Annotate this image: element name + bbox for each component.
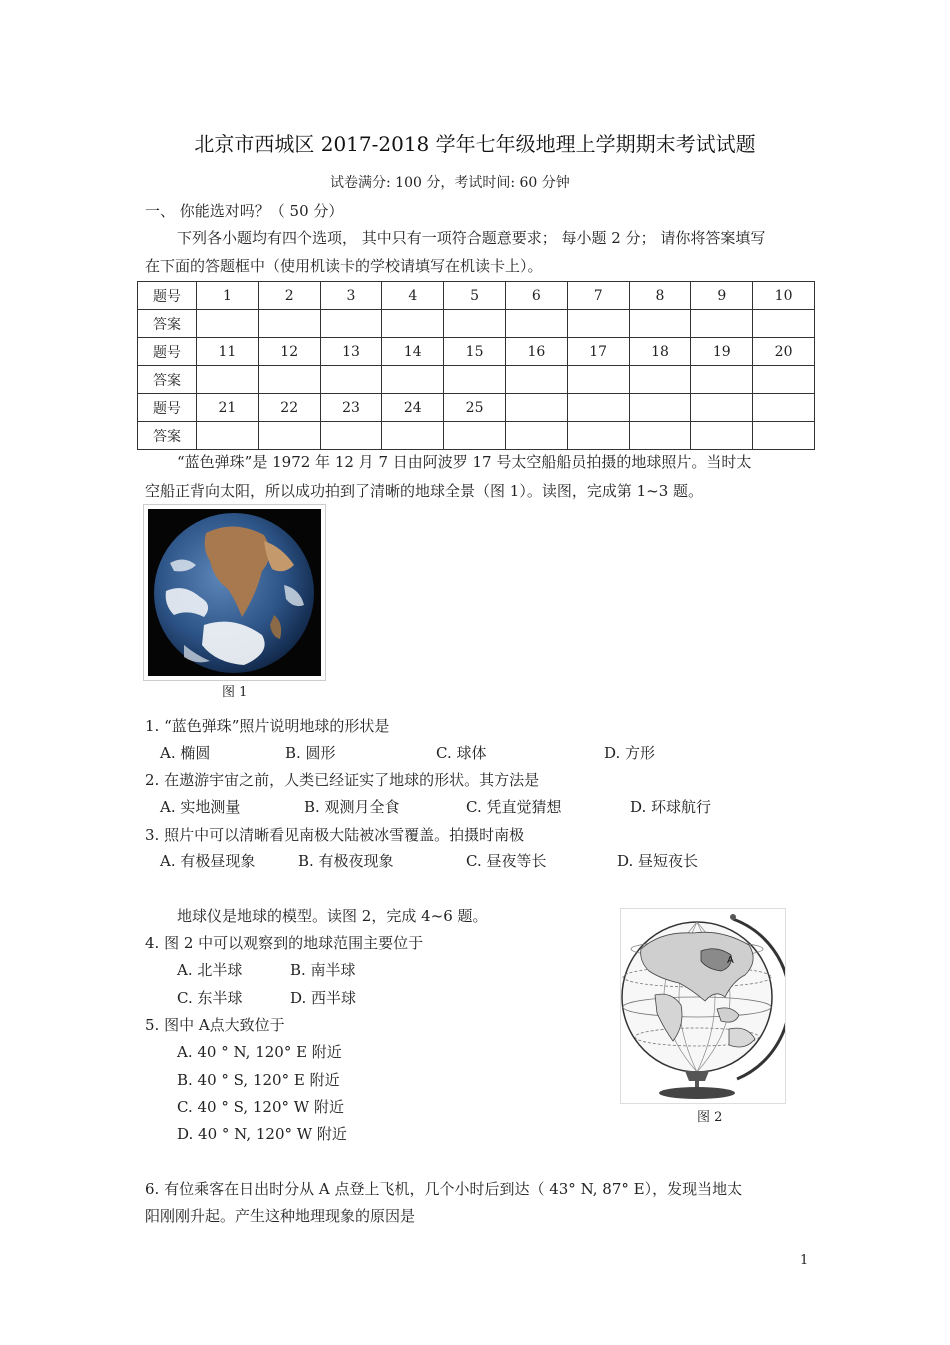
answer-cell[interactable] [629,366,691,394]
answer-cell[interactable] [320,310,382,338]
answer-cell[interactable] [382,310,444,338]
question-number: 15 [444,338,506,366]
passage-1-line-2: 空船正背向太阳，所以成功拍到了清晰的地球全景（图 1）。读图，完成第 1~3 题。 [145,482,704,500]
earth-photo-image [144,505,325,680]
answer-label: 答案 [138,366,197,394]
question-2-option-a: A. 实地测量 [160,798,241,816]
question-3-stem: 3. 照片中可以清晰看见南极大陆被冰雪覆盖。拍摄时南极 [145,826,525,844]
answer-cell[interactable] [567,310,629,338]
answer-cell[interactable] [691,422,753,450]
passage-1-line-1: “蓝色弹珠”是 1972 年 12 月 7 日由阿波罗 17 号太空船船员拍摄的地球照片。当时太 [177,453,752,471]
globe-point-a-label: A [727,955,734,966]
question-number: 20 [753,338,815,366]
question-number: 6 [505,282,567,310]
question-number: 17 [567,338,629,366]
table-row [138,394,815,422]
table-row [138,366,815,394]
figure-1-frame [143,504,326,681]
question-number: 22 [258,394,320,422]
answer-cell[interactable] [197,366,259,394]
question-number: 21 [197,394,259,422]
answer-cell[interactable] [320,366,382,394]
figure-1-caption: 图 1 [222,685,248,700]
question-number: 10 [753,282,815,310]
question-4-option-a: A. 北半球 [177,961,243,979]
question-number: 19 [691,338,753,366]
question-number [505,394,567,422]
question-number [753,394,815,422]
answer-cell[interactable] [629,310,691,338]
exam-info: 试卷满分: 100 分，考试时间: 60 分钟 [330,175,570,191]
answer-label: 答案 [138,422,197,450]
question-number: 13 [320,338,382,366]
answer-cell[interactable] [197,422,259,450]
answer-cell[interactable] [505,366,567,394]
question-6-line-2: 阳刚刚升起。产生这种地理现象的原因是 [145,1207,416,1225]
answer-label: 答案 [138,310,197,338]
section-intro-line-2: 在下面的答题框中（使用机读卡的学校请填写在机读卡上）。 [145,257,543,275]
question-5-stem: 5. 图中 A点大致位于 [145,1016,285,1034]
question-number: 25 [444,394,506,422]
figure-2-caption: 图 2 [697,1110,723,1125]
question-number: 8 [629,282,691,310]
answer-cell[interactable] [197,310,259,338]
question-3-option-a: A. 有极昼现象 [160,852,256,870]
question-number-label: 题号 [138,394,197,422]
question-number: 1 [197,282,259,310]
answer-cell[interactable] [444,310,506,338]
answer-cell[interactable] [258,366,320,394]
answer-table [137,281,815,450]
answer-cell[interactable] [444,422,506,450]
globe-illustration [621,909,785,1103]
table-row [138,282,815,310]
answer-cell[interactable] [320,422,382,450]
question-1-stem: 1. “蓝色弹珠”照片说明地球的形状是 [145,717,390,735]
question-number: 9 [691,282,753,310]
question-2-option-d: D. 环球航行 [630,798,712,816]
answer-cell[interactable] [753,422,815,450]
question-number [567,394,629,422]
section-heading: 一、 你能选对吗？（ 50 分） [145,202,344,220]
answer-cell[interactable] [258,310,320,338]
question-number: 2 [258,282,320,310]
question-number: 12 [258,338,320,366]
question-number: 14 [382,338,444,366]
answer-cell[interactable] [567,422,629,450]
question-3-option-b: B. 有极夜现象 [298,852,394,870]
question-number: 4 [382,282,444,310]
table-row [138,422,815,450]
question-number: 23 [320,394,382,422]
answer-cell[interactable] [258,422,320,450]
question-1-option-b: B. 圆形 [285,744,336,762]
answer-cell[interactable] [567,366,629,394]
question-number-label: 题号 [138,338,197,366]
question-4-option-c: C. 东半球 [177,989,243,1007]
answer-cell[interactable] [691,310,753,338]
page-title: 北京市西城区 2017-2018 学年七年级地理上学期期末考试试题 [194,132,756,156]
answer-cell[interactable] [505,422,567,450]
answer-cell[interactable] [382,366,444,394]
question-number-label: 题号 [138,282,197,310]
table-row [138,310,815,338]
question-1-option-a: A. 椭圆 [160,744,211,762]
question-5-option-a: A. 40 ° N, 120° E 附近 [177,1043,342,1061]
passage-2: 地球仪是地球的模型。读图 2，完成 4~6 题。 [177,907,488,925]
question-number: 11 [197,338,259,366]
page-number: 1 [800,1253,809,1268]
question-2-stem: 2. 在遨游宇宙之前，人类已经证实了地球的形状。其方法是 [145,771,540,789]
question-5-option-b: B. 40 ° S, 120° E 附近 [177,1071,340,1089]
question-number [629,394,691,422]
table-row [138,338,815,366]
question-6-line-1: 6. 有位乘客在日出时分从 A 点登上飞机，几个小时后到达（ 43° N, 87° E），发现当地太 [145,1180,743,1198]
question-number: 3 [320,282,382,310]
question-4-option-d: D. 西半球 [290,989,357,1007]
question-4-option-b: B. 南半球 [290,961,356,979]
question-2-option-c: C. 凭直觉猜想 [466,798,562,816]
answer-cell[interactable] [753,310,815,338]
answer-cell[interactable] [505,310,567,338]
section-intro-line-1: 下列各小题均有四个选项， 其中只有一项符合题意要求； 每小题 2 分； 请你将答案填写 [177,229,766,247]
question-1-option-d: D. 方形 [604,744,656,762]
figure-2-frame [620,908,786,1104]
question-4-stem: 4. 图 2 中可以观察到的地球范围主要位于 [145,934,424,952]
question-number: 7 [567,282,629,310]
question-3-option-d: D. 昼短夜长 [617,852,699,870]
question-number [691,394,753,422]
question-5-option-d: D. 40 ° N, 120° W 附近 [177,1125,347,1143]
question-number: 18 [629,338,691,366]
answer-cell[interactable] [691,366,753,394]
question-number: 16 [505,338,567,366]
question-number: 24 [382,394,444,422]
question-number: 5 [444,282,506,310]
question-5-option-c: C. 40 ° S, 120° W 附近 [177,1098,344,1116]
answer-cell[interactable] [753,366,815,394]
answer-cell[interactable] [382,422,444,450]
answer-cell[interactable] [444,366,506,394]
question-2-option-b: B. 观测月全食 [304,798,400,816]
question-1-option-c: C. 球体 [436,744,487,762]
answer-cell[interactable] [629,422,691,450]
question-3-option-c: C. 昼夜等长 [466,852,547,870]
